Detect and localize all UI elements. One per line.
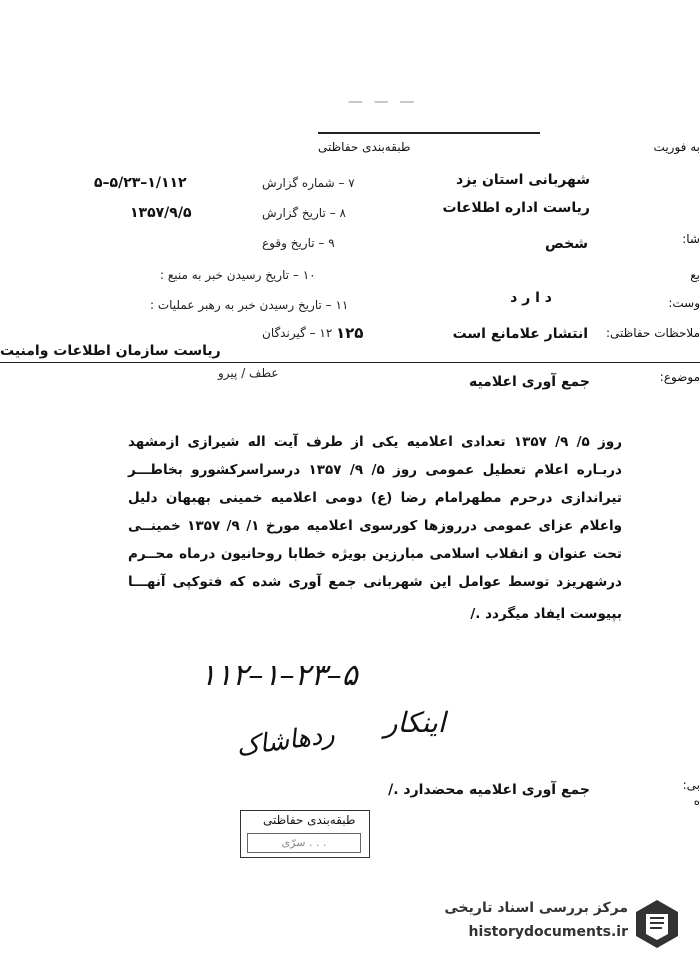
body-line-5: تحت عنوان و انقلاب اسلامی مبارزین بویژه خطابا روحانیون درماه محــرم <box>128 546 622 562</box>
footer-clip-1: بی: <box>682 778 700 792</box>
clip-label-5: وست: <box>668 296 700 310</box>
footer-clip-2: ه <box>693 794 700 808</box>
top-stamp-text: — — — <box>348 92 418 110</box>
signature-1: اینکار <box>384 706 446 739</box>
bottom-classification-box <box>240 810 370 858</box>
event-date-label: ۹ – تاریخ وقوع <box>262 236 335 250</box>
bottom-classification-inner: سرّی . . . <box>247 833 361 853</box>
subject-label: موضوع: <box>659 370 700 384</box>
body-line-2: دربـاره اعلام تعطیل عمومی روز ۵/ ۹/ ۱۳۵۷ درسراسرکشورو بخاطـــر <box>128 462 622 478</box>
ops-date-label: ۱۱ – تاریخ رسیدن خبر به رهبر عملیات : <box>150 298 349 312</box>
reference-label: عطف / پیرو <box>218 366 279 380</box>
clip-label-3: شا: <box>682 232 700 246</box>
protection-notes-label: ملاحظات حفاظتی: <box>606 326 700 340</box>
report-date-value: ۱۳۵۷/۹/۵ <box>130 205 192 221</box>
darad-mark: د ا ر د <box>510 290 552 306</box>
body-line-6: درشهریزد توسط عوامل این شهربانی جمع آوری شده که فتوکپی آنهـــا <box>128 574 622 590</box>
report-number-label: ۷ – شماره گزارش <box>262 176 355 190</box>
report-date-label: ۸ – تاریخ گزارش <box>262 206 346 220</box>
source-date-label: ۱۰ – تاریخ رسیدن خبر به منبع : <box>160 268 316 282</box>
body-line-7: بپیوست ایفاد میگردد ./ <box>470 606 622 622</box>
subject-person: شخص <box>545 236 588 252</box>
archive-emblem-icon <box>634 898 680 950</box>
header-divider <box>0 362 700 363</box>
archive-logo <box>414 896 684 954</box>
body-line-4: واعلام عزای عمومی درروزها کورسوی اعلامیه مورخ ۱/ ۹/ ۱۳۵۷ خمینــی <box>128 518 623 534</box>
bottom-classification-label: طبقه‌بندی حفاظتی <box>263 813 356 827</box>
recipient-intel: ریاست اداره اطلاعات <box>442 200 590 216</box>
report-number-value: ۵–۵/۲۳–۱/۱۱۲ <box>94 175 187 191</box>
archive-url: historydocuments.ir <box>468 924 628 940</box>
protection-notes-value: انتشار علامانع است <box>452 326 588 342</box>
recipients-value: ریاست سازمان اطلاعات وامنیت <box>0 343 221 359</box>
clip-label-4: بع <box>690 268 700 282</box>
recipients-label: ۱۲ – گیرندگان <box>262 326 333 340</box>
body-line-1: روز ۵/ ۹/ ۱۳۵۷ تعدادی اعلامیه یکی از طرف آیت اله شیرازی ازمشهد <box>128 434 622 450</box>
handwritten-note: ۱۱۲–۱–۲۳–۵ <box>200 658 358 693</box>
signature-2: ردهاشاک <box>234 719 337 763</box>
top-stamp <box>318 88 540 134</box>
recipient-police: شهربانی استان یزد <box>455 172 590 188</box>
footer-summary: جمع آوری اعلامیه محضدارد ./ <box>388 782 590 798</box>
subject-value: جمع آوری اعلامیه <box>468 374 590 390</box>
recipients-note: ۱۲۵ <box>336 324 364 342</box>
urgency-label: به فوریت <box>653 140 700 154</box>
archive-name: مرکز بررسی اسناد تاریخی <box>444 900 628 916</box>
classification-header: طبقه‌بندی حفاظتی <box>318 140 411 154</box>
body-line-3: تیراندازی درحرم مطهرامام رضا (ع) دومی اعلامیه خمینی بهبهان دلیل <box>128 490 622 506</box>
